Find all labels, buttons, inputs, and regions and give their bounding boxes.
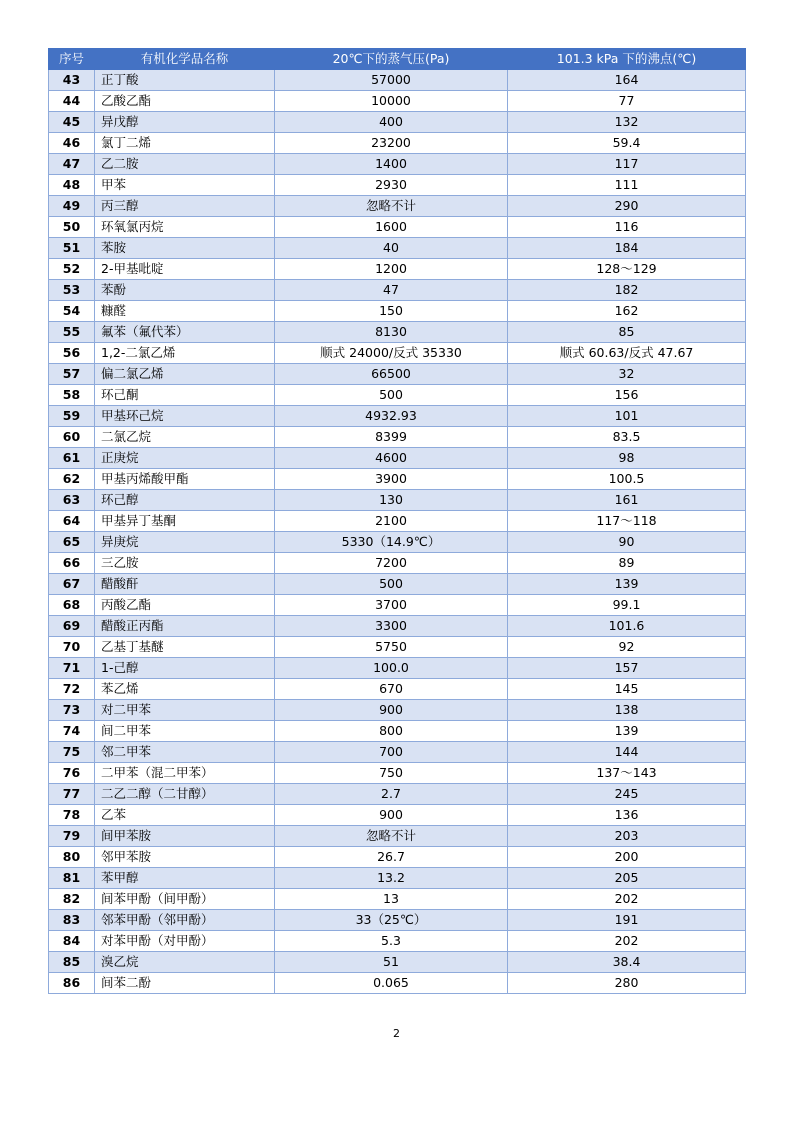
cell-serial-number: 68 [49, 595, 95, 616]
cell-vapor-pressure: 130 [275, 490, 508, 511]
cell-boiling-point: 138 [508, 700, 746, 721]
cell-vapor-pressure: 0.065 [275, 973, 508, 994]
cell-boiling-point: 90 [508, 532, 746, 553]
cell-boiling-point: 157 [508, 658, 746, 679]
cell-serial-number: 82 [49, 889, 95, 910]
cell-vapor-pressure: 5750 [275, 637, 508, 658]
cell-chemical-name: 环氧氯丙烷 [95, 217, 275, 238]
cell-chemical-name: 乙苯 [95, 805, 275, 826]
cell-serial-number: 61 [49, 448, 95, 469]
header-boiling-point: 101.3 kPa 下的沸点(℃) [508, 49, 746, 70]
cell-vapor-pressure: 2100 [275, 511, 508, 532]
header-serial-number: 序号 [49, 49, 95, 70]
table-row [49, 490, 746, 511]
cell-boiling-point: 145 [508, 679, 746, 700]
table-row [49, 742, 746, 763]
cell-vapor-pressure: 51 [275, 952, 508, 973]
cell-vapor-pressure: 2.7 [275, 784, 508, 805]
cell-chemical-name: 醋酸正丙酯 [95, 616, 275, 637]
cell-chemical-name: 乙二胺 [95, 154, 275, 175]
cell-serial-number: 57 [49, 364, 95, 385]
cell-serial-number: 58 [49, 385, 95, 406]
cell-serial-number: 65 [49, 532, 95, 553]
cell-boiling-point: 162 [508, 301, 746, 322]
table-row [49, 826, 746, 847]
cell-vapor-pressure: 2930 [275, 175, 508, 196]
cell-boiling-point: 83.5 [508, 427, 746, 448]
table-row [49, 910, 746, 931]
cell-boiling-point: 89 [508, 553, 746, 574]
cell-boiling-point: 38.4 [508, 952, 746, 973]
cell-chemical-name: 邻甲苯胺 [95, 847, 275, 868]
cell-serial-number: 64 [49, 511, 95, 532]
cell-vapor-pressure: 900 [275, 805, 508, 826]
cell-chemical-name: 苯胺 [95, 238, 275, 259]
cell-vapor-pressure: 顺式 24000/反式 35330 [275, 343, 508, 364]
cell-serial-number: 51 [49, 238, 95, 259]
cell-serial-number: 44 [49, 91, 95, 112]
cell-vapor-pressure: 100.0 [275, 658, 508, 679]
cell-vapor-pressure: 670 [275, 679, 508, 700]
cell-boiling-point: 92 [508, 637, 746, 658]
table-row [49, 637, 746, 658]
cell-chemical-name: 苯乙烯 [95, 679, 275, 700]
cell-chemical-name: 乙酸乙酯 [95, 91, 275, 112]
cell-boiling-point: 164 [508, 70, 746, 91]
cell-chemical-name: 丙三醇 [95, 196, 275, 217]
cell-vapor-pressure: 13.2 [275, 868, 508, 889]
cell-chemical-name: 苯酚 [95, 280, 275, 301]
cell-serial-number: 73 [49, 700, 95, 721]
cell-vapor-pressure: 500 [275, 385, 508, 406]
cell-chemical-name: 邻苯甲酚（邻甲酚） [95, 910, 275, 931]
table-row [49, 364, 746, 385]
table-row [49, 931, 746, 952]
cell-serial-number: 77 [49, 784, 95, 805]
cell-boiling-point: 85 [508, 322, 746, 343]
cell-boiling-point: 137～143 [508, 763, 746, 784]
cell-serial-number: 80 [49, 847, 95, 868]
table-row [49, 763, 746, 784]
cell-boiling-point: 132 [508, 112, 746, 133]
cell-chemical-name: 丙酸乙酯 [95, 595, 275, 616]
table-row [49, 343, 746, 364]
cell-boiling-point: 59.4 [508, 133, 746, 154]
cell-serial-number: 86 [49, 973, 95, 994]
table-body [49, 70, 746, 994]
cell-boiling-point: 205 [508, 868, 746, 889]
cell-chemical-name: 邻二甲苯 [95, 742, 275, 763]
cell-vapor-pressure: 1400 [275, 154, 508, 175]
cell-chemical-name: 正庚烷 [95, 448, 275, 469]
table-row [49, 868, 746, 889]
header-row [49, 49, 746, 70]
cell-serial-number: 67 [49, 574, 95, 595]
header-chemical-name: 有机化学品名称 [95, 49, 275, 70]
table-row [49, 889, 746, 910]
table-row [49, 532, 746, 553]
table-row [49, 259, 746, 280]
table-row [49, 784, 746, 805]
cell-boiling-point: 128～129 [508, 259, 746, 280]
cell-vapor-pressure: 5.3 [275, 931, 508, 952]
cell-boiling-point: 280 [508, 973, 746, 994]
cell-boiling-point: 184 [508, 238, 746, 259]
cell-vapor-pressure: 150 [275, 301, 508, 322]
cell-serial-number: 72 [49, 679, 95, 700]
table-row [49, 154, 746, 175]
cell-chemical-name: 偏二氯乙烯 [95, 364, 275, 385]
cell-boiling-point: 202 [508, 889, 746, 910]
cell-vapor-pressure: 66500 [275, 364, 508, 385]
cell-serial-number: 69 [49, 616, 95, 637]
cell-vapor-pressure: 47 [275, 280, 508, 301]
cell-serial-number: 46 [49, 133, 95, 154]
cell-vapor-pressure: 3300 [275, 616, 508, 637]
cell-chemical-name: 甲苯 [95, 175, 275, 196]
cell-serial-number: 53 [49, 280, 95, 301]
cell-vapor-pressure: 8399 [275, 427, 508, 448]
cell-chemical-name: 1-己醇 [95, 658, 275, 679]
cell-serial-number: 74 [49, 721, 95, 742]
cell-boiling-point: 200 [508, 847, 746, 868]
table-row [49, 175, 746, 196]
table-row [49, 385, 746, 406]
cell-vapor-pressure: 700 [275, 742, 508, 763]
cell-boiling-point: 117～118 [508, 511, 746, 532]
cell-chemical-name: 间苯甲酚（间甲酚） [95, 889, 275, 910]
cell-serial-number: 49 [49, 196, 95, 217]
table-row [49, 280, 746, 301]
cell-vapor-pressure: 7200 [275, 553, 508, 574]
table-row [49, 553, 746, 574]
table-row [49, 805, 746, 826]
cell-boiling-point: 111 [508, 175, 746, 196]
cell-serial-number: 75 [49, 742, 95, 763]
cell-serial-number: 84 [49, 931, 95, 952]
cell-chemical-name: 二甲苯（混二甲苯） [95, 763, 275, 784]
cell-boiling-point: 117 [508, 154, 746, 175]
cell-boiling-point: 245 [508, 784, 746, 805]
cell-boiling-point: 101 [508, 406, 746, 427]
table-row [49, 952, 746, 973]
cell-serial-number: 48 [49, 175, 95, 196]
table-row [49, 658, 746, 679]
cell-serial-number: 71 [49, 658, 95, 679]
cell-chemical-name: 糠醛 [95, 301, 275, 322]
cell-vapor-pressure: 4600 [275, 448, 508, 469]
table-row [49, 700, 746, 721]
cell-vapor-pressure: 10000 [275, 91, 508, 112]
cell-serial-number: 63 [49, 490, 95, 511]
cell-chemical-name: 二氯乙烷 [95, 427, 275, 448]
cell-chemical-name: 甲基丙烯酸甲酯 [95, 469, 275, 490]
cell-boiling-point: 136 [508, 805, 746, 826]
cell-chemical-name: 间甲苯胺 [95, 826, 275, 847]
table-row [49, 112, 746, 133]
cell-chemical-name: 1,2-二氯乙烯 [95, 343, 275, 364]
cell-boiling-point: 139 [508, 721, 746, 742]
table-row [49, 133, 746, 154]
cell-chemical-name: 异戊醇 [95, 112, 275, 133]
cell-boiling-point: 182 [508, 280, 746, 301]
table-row [49, 406, 746, 427]
cell-chemical-name: 正丁酸 [95, 70, 275, 91]
table-row [49, 847, 746, 868]
cell-chemical-name: 环己酮 [95, 385, 275, 406]
cell-vapor-pressure: 900 [275, 700, 508, 721]
table-row [49, 616, 746, 637]
cell-vapor-pressure: 500 [275, 574, 508, 595]
cell-boiling-point: 100.5 [508, 469, 746, 490]
table-row [49, 595, 746, 616]
cell-vapor-pressure: 8130 [275, 322, 508, 343]
cell-serial-number: 62 [49, 469, 95, 490]
cell-chemical-name: 三乙胺 [95, 553, 275, 574]
cell-vapor-pressure: 26.7 [275, 847, 508, 868]
cell-chemical-name: 对苯甲酚（对甲酚） [95, 931, 275, 952]
cell-vapor-pressure: 800 [275, 721, 508, 742]
cell-serial-number: 45 [49, 112, 95, 133]
cell-boiling-point: 顺式 60.63/反式 47.67 [508, 343, 746, 364]
cell-serial-number: 52 [49, 259, 95, 280]
cell-vapor-pressure: 1200 [275, 259, 508, 280]
chemical-property-table [48, 48, 746, 994]
cell-serial-number: 78 [49, 805, 95, 826]
cell-serial-number: 85 [49, 952, 95, 973]
cell-boiling-point: 203 [508, 826, 746, 847]
table-row [49, 574, 746, 595]
cell-chemical-name: 氯丁二烯 [95, 133, 275, 154]
table-row [49, 721, 746, 742]
cell-serial-number: 70 [49, 637, 95, 658]
cell-boiling-point: 156 [508, 385, 746, 406]
cell-boiling-point: 290 [508, 196, 746, 217]
cell-boiling-point: 202 [508, 931, 746, 952]
cell-chemical-name: 乙基丁基醚 [95, 637, 275, 658]
table-row [49, 91, 746, 112]
cell-vapor-pressure: 4932.93 [275, 406, 508, 427]
cell-vapor-pressure: 3900 [275, 469, 508, 490]
table-row [49, 217, 746, 238]
cell-serial-number: 59 [49, 406, 95, 427]
cell-serial-number: 47 [49, 154, 95, 175]
cell-serial-number: 54 [49, 301, 95, 322]
header-vapor-pressure: 20℃下的蒸气压(Pa) [275, 49, 508, 70]
cell-vapor-pressure: 400 [275, 112, 508, 133]
cell-chemical-name: 间二甲苯 [95, 721, 275, 742]
cell-serial-number: 60 [49, 427, 95, 448]
cell-serial-number: 81 [49, 868, 95, 889]
cell-vapor-pressure: 23200 [275, 133, 508, 154]
cell-vapor-pressure: 5330（14.9℃） [275, 532, 508, 553]
table-row [49, 427, 746, 448]
cell-serial-number: 50 [49, 217, 95, 238]
cell-vapor-pressure: 忽略不计 [275, 196, 508, 217]
cell-boiling-point: 139 [508, 574, 746, 595]
table-row [49, 301, 746, 322]
cell-vapor-pressure: 忽略不计 [275, 826, 508, 847]
table-row [49, 973, 746, 994]
table-row [49, 238, 746, 259]
cell-vapor-pressure: 13 [275, 889, 508, 910]
table-row [49, 70, 746, 91]
cell-chemical-name: 甲基异丁基酮 [95, 511, 275, 532]
cell-vapor-pressure: 57000 [275, 70, 508, 91]
cell-chemical-name: 异庚烷 [95, 532, 275, 553]
table-header [49, 49, 746, 70]
cell-vapor-pressure: 3700 [275, 595, 508, 616]
cell-chemical-name: 对二甲苯 [95, 700, 275, 721]
cell-vapor-pressure: 33（25℃） [275, 910, 508, 931]
cell-serial-number: 79 [49, 826, 95, 847]
cell-chemical-name: 甲基环己烷 [95, 406, 275, 427]
cell-chemical-name: 醋酸酐 [95, 574, 275, 595]
table-row [49, 196, 746, 217]
cell-chemical-name: 环己醇 [95, 490, 275, 511]
cell-boiling-point: 98 [508, 448, 746, 469]
cell-chemical-name: 氟苯（氟代苯） [95, 322, 275, 343]
cell-boiling-point: 144 [508, 742, 746, 763]
table-row [49, 469, 746, 490]
cell-serial-number: 83 [49, 910, 95, 931]
cell-boiling-point: 99.1 [508, 595, 746, 616]
cell-vapor-pressure: 40 [275, 238, 508, 259]
cell-chemical-name: 二乙二醇（二甘醇） [95, 784, 275, 805]
cell-serial-number: 43 [49, 70, 95, 91]
table-row [49, 511, 746, 532]
cell-chemical-name: 苯甲醇 [95, 868, 275, 889]
table-row [49, 322, 746, 343]
cell-boiling-point: 101.6 [508, 616, 746, 637]
page-number: 2 [393, 1027, 400, 1040]
cell-serial-number: 55 [49, 322, 95, 343]
cell-serial-number: 76 [49, 763, 95, 784]
cell-vapor-pressure: 750 [275, 763, 508, 784]
cell-boiling-point: 77 [508, 91, 746, 112]
cell-vapor-pressure: 1600 [275, 217, 508, 238]
cell-chemical-name: 2-甲基吡啶 [95, 259, 275, 280]
cell-chemical-name: 间苯二酚 [95, 973, 275, 994]
table-row [49, 679, 746, 700]
cell-serial-number: 66 [49, 553, 95, 574]
cell-boiling-point: 116 [508, 217, 746, 238]
cell-chemical-name: 溴乙烷 [95, 952, 275, 973]
cell-serial-number: 56 [49, 343, 95, 364]
cell-boiling-point: 32 [508, 364, 746, 385]
cell-boiling-point: 191 [508, 910, 746, 931]
cell-boiling-point: 161 [508, 490, 746, 511]
table-row [49, 448, 746, 469]
